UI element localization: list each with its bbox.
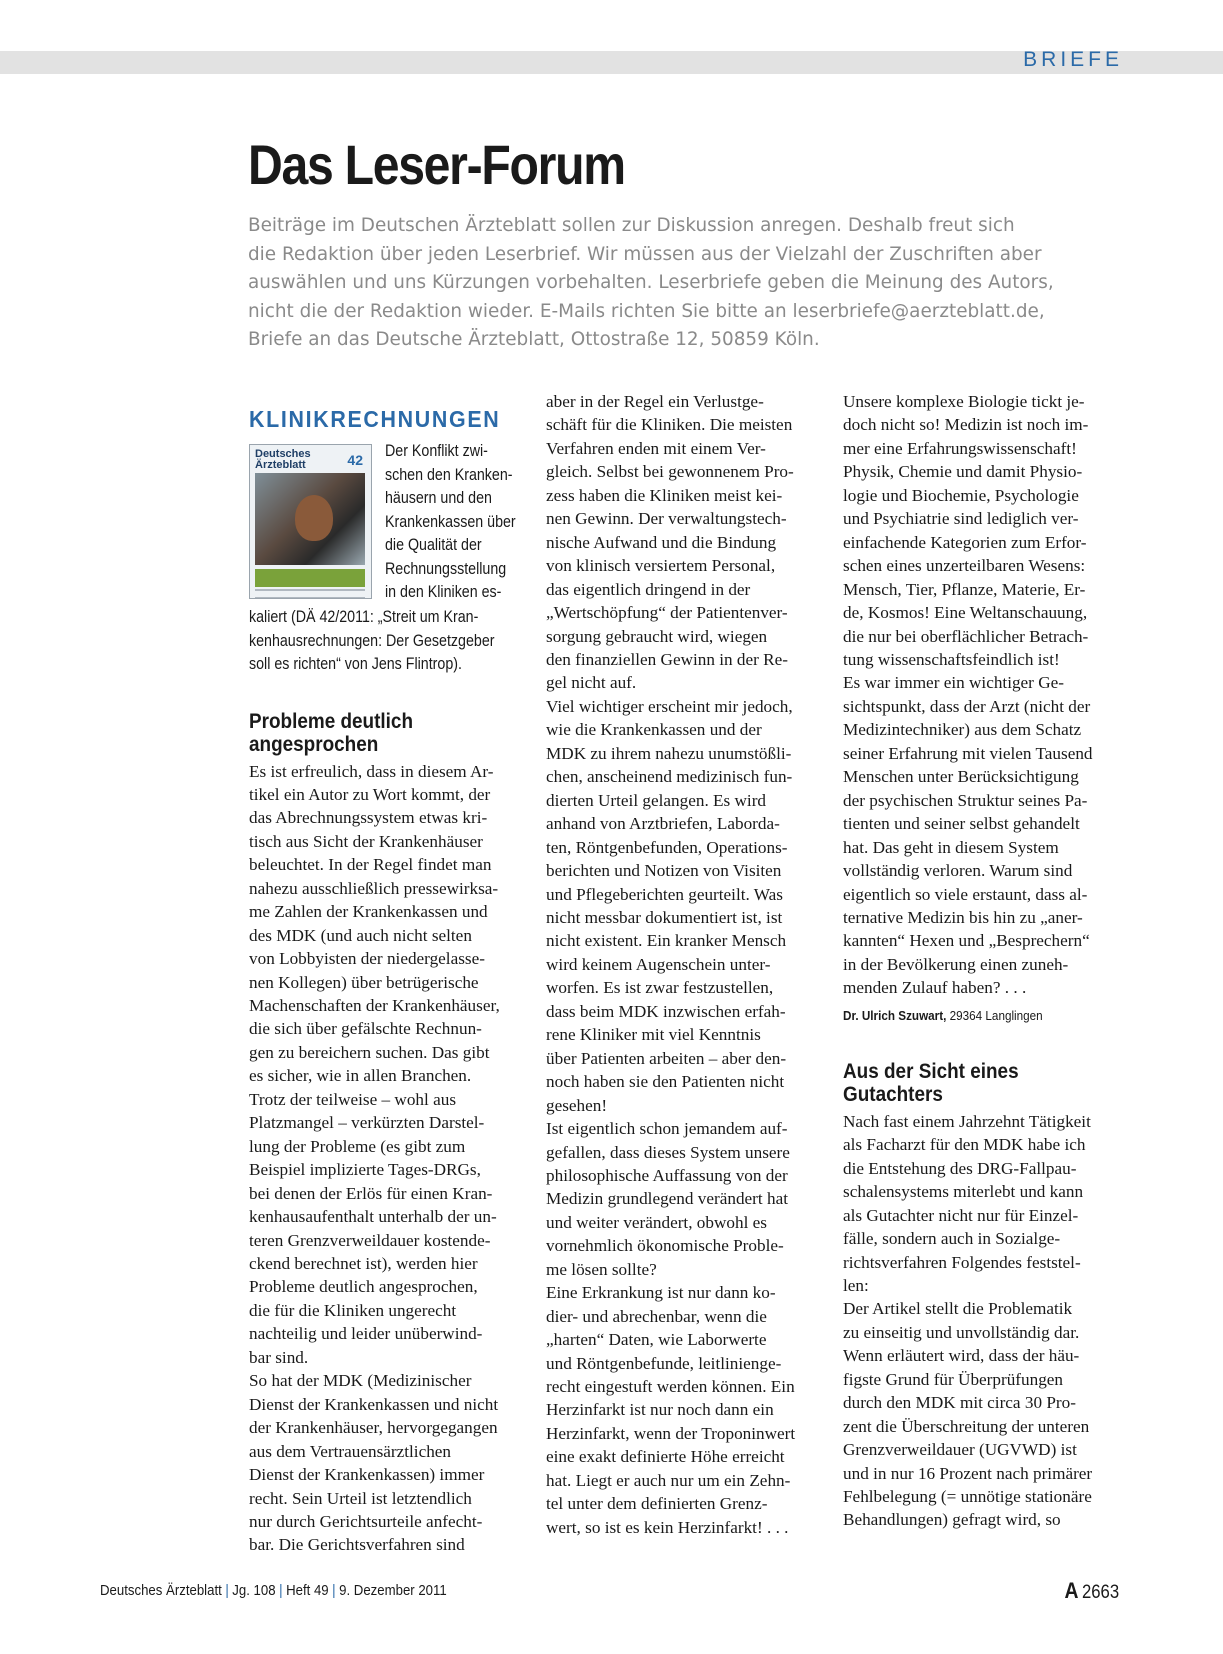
magazine-cover-image bbox=[249, 444, 372, 599]
text-line: eigentlich so viele erstaunt, dass al- bbox=[843, 884, 1088, 904]
cover-masthead-line: Deutsches bbox=[255, 448, 311, 460]
text-line: der psychischen Struktur seines Pa- bbox=[843, 790, 1088, 810]
heading-line: Probleme deutlich bbox=[249, 708, 414, 733]
text-line: zu einseitig und unvollständig dar. bbox=[843, 1322, 1080, 1342]
text-line: nachteilig und leider unüberwind- bbox=[249, 1324, 483, 1344]
text-line: dass beim MDK inzwischen erfah- bbox=[546, 1001, 786, 1021]
text-line: philosophische Auffassung von der bbox=[546, 1165, 788, 1185]
text-line: tung wissenschaftsfeindlich ist! bbox=[843, 649, 1060, 669]
text-line: fälle, sondern auch in Sozialge- bbox=[843, 1229, 1061, 1249]
text-line: len: bbox=[843, 1275, 869, 1295]
text-line: kannten“ Hexen und „Besprechern“ bbox=[843, 931, 1090, 951]
lead-line: soll es richten“ von Jens Flintrop). bbox=[249, 655, 462, 673]
text-line: teren Grenzverweildauer kostende- bbox=[249, 1230, 491, 1250]
lead-text-rest bbox=[249, 606, 494, 677]
intro-line: Briefe an das Deutsche Ärzteblatt, Ottostraße 12, 50859 Köln. bbox=[248, 329, 820, 350]
text-line: und Psychiatrie sind lediglich ver- bbox=[843, 509, 1079, 529]
text-line: hat. Liegt er auch nur um ein Zehn- bbox=[546, 1470, 791, 1490]
text-line: den finanziellen Gewinn in der Re- bbox=[546, 649, 788, 669]
text-line: durch den MDK mit circa 30 Pro- bbox=[843, 1393, 1076, 1413]
text-line: recht eingestuft werden können. Ein bbox=[546, 1377, 795, 1397]
text-line: seiner Erfahrung mit vielen Tausend bbox=[843, 743, 1093, 763]
text-line: MDK zu ihrem nahezu unumstößli- bbox=[546, 743, 792, 763]
text-line: Nach fast einem Jahrzehnt Tätigkeit bbox=[843, 1111, 1091, 1131]
intro-line: Beiträge im Deutschen Ärzteblatt sollen zur Diskussion anregen. Deshalb freut sich bbox=[248, 215, 1015, 236]
text-line: Dienst der Krankenkassen und nicht bbox=[249, 1394, 499, 1414]
text-line: „harten“ Daten, wie Laborwerte bbox=[546, 1330, 767, 1350]
page-number-value: 2663 bbox=[1081, 1582, 1119, 1603]
text-line: ternative Medizin bis hin zu „aner- bbox=[843, 907, 1083, 927]
text-line: Eine Erkrankung ist nur dann ko- bbox=[546, 1283, 776, 1303]
text-line: Dienst der Krankenkassen) immer bbox=[249, 1465, 485, 1485]
footer-journal: Deutsches Ärzteblatt bbox=[100, 1582, 222, 1599]
text-line: und Röntgenbefunde, leitlinienge- bbox=[546, 1353, 782, 1373]
text-line: worfen. Es ist zwar festzustellen, bbox=[546, 978, 774, 998]
letter-1-body-col1 bbox=[249, 760, 527, 1557]
text-line: wird keinem Augenschein unter- bbox=[546, 954, 771, 974]
text-line: zent die Überschreitung der unteren bbox=[843, 1416, 1090, 1436]
text-line: schalensystems miterlebt und kann bbox=[843, 1182, 1084, 1202]
footer-volume: Jg. 108 bbox=[232, 1582, 276, 1599]
page-title: Das Leser-Forum bbox=[248, 133, 625, 196]
page-number bbox=[1064, 1578, 1119, 1604]
text-line: das eigentlich dringend in der bbox=[546, 579, 751, 599]
text-line: das Abrechnungssystem etwas kri- bbox=[249, 808, 488, 828]
text-line: gen zu bereichern suchen. Das gibt bbox=[249, 1042, 490, 1062]
text-line: Platzmangel – verkürzten Darstel- bbox=[249, 1113, 485, 1133]
text-line: me Zahlen der Krankenkassen und bbox=[249, 902, 488, 922]
intro-paragraph bbox=[248, 212, 1128, 355]
text-line: dierten Urteil gelangen. Es wird bbox=[546, 790, 767, 810]
text-line: Viel wichtiger erscheint mir jedoch, bbox=[546, 696, 793, 716]
text-line: dier- und abrechenbar, wenn die bbox=[546, 1306, 767, 1326]
column-2 bbox=[546, 392, 826, 1539]
cover-photo-face bbox=[295, 495, 333, 541]
cover-photo bbox=[255, 473, 365, 565]
text-line: schäft für die Kliniken. Die meisten bbox=[546, 415, 793, 435]
intro-line: auswählen und uns Kürzungen vorbehalten. Leserbriefe geben die Meinung des Autors, bbox=[248, 272, 1054, 293]
text-line: nicht messbar dokumentiert ist, ist bbox=[546, 907, 783, 927]
text-line: mer eine Erfahrungswissenschaft! bbox=[843, 438, 1077, 458]
text-line: die sich über gefälschte Rechnun- bbox=[249, 1019, 482, 1039]
text-line: Verfahren enden mit einem Ver- bbox=[546, 438, 766, 458]
intro-line: die Redaktion über jeden Leserbrief. Wir müssen aus der Vielzahl der Zuschriften aber bbox=[248, 243, 1042, 265]
text-line: recht. Sein Urteil ist letztendlich bbox=[249, 1488, 472, 1508]
cover-masthead-line: Ärzteblatt bbox=[255, 459, 306, 471]
text-line: von klinisch versiertem Personal, bbox=[546, 556, 776, 576]
text-line: in der Bevölkerung einen zuneh- bbox=[843, 954, 1069, 974]
text-line: Herzinfarkt, wenn der Troponinwert bbox=[546, 1423, 796, 1443]
lead-line: häusern und den bbox=[385, 489, 492, 507]
column-3 bbox=[843, 392, 1125, 1532]
lead-line: Der Konflikt zwi- bbox=[385, 442, 488, 460]
text-line: beleuchtet. In der Regel findet man bbox=[249, 855, 492, 875]
text-line: Grenzverweildauer (UGVWD) ist bbox=[843, 1440, 1077, 1460]
cover-green-strip bbox=[255, 569, 365, 587]
text-line: tikel ein Autor zu Wort kommt, der bbox=[249, 784, 491, 804]
text-line: vollständig verloren. Warum sind bbox=[843, 861, 1073, 881]
text-line: die für die Kliniken ungerecht bbox=[249, 1300, 457, 1320]
intro-line: nicht die der Redaktion wieder. E-Mails richten Sie bitte an leserbriefe@aerzteblatt.de, bbox=[248, 300, 1045, 322]
lead-line: die Qualität der bbox=[385, 536, 482, 554]
text-line: noch haben sie den Patienten nicht bbox=[546, 1072, 785, 1092]
footer-separator: | bbox=[225, 1582, 229, 1599]
text-line: logie und Biochemie, Psychologie bbox=[843, 485, 1079, 505]
text-line: berichten und Notizen von Visiten bbox=[546, 861, 782, 881]
text-line: ckend berechnet ist), werden hier bbox=[249, 1254, 478, 1274]
text-line: ten, Röntgenbefunden, Operations- bbox=[546, 837, 788, 857]
text-line: Medizin grundlegend verändert hat bbox=[546, 1189, 788, 1209]
text-line: eine exakt definierte Höhe erreicht bbox=[546, 1447, 785, 1467]
text-line: die Entstehung des DRG-Fallpau- bbox=[843, 1158, 1077, 1178]
letter-2-body bbox=[843, 1110, 1125, 1532]
text-line: aus dem Vertrauensärztlichen bbox=[249, 1441, 452, 1461]
text-line: nen Gewinn. Der verwaltungstech- bbox=[546, 509, 787, 529]
text-line: rene Kliniker mit viel Kenntnis bbox=[546, 1025, 761, 1045]
text-line: menden Zulauf haben? . . . bbox=[843, 978, 1027, 998]
signature-name: Dr. Ulrich Szuwart, bbox=[843, 1007, 947, 1023]
text-line: über Patienten arbeiten – aber den- bbox=[546, 1048, 787, 1068]
lead-line: Krankenkassen über bbox=[385, 512, 516, 531]
text-line: lung der Probleme (es gibt zum bbox=[249, 1136, 466, 1156]
lead-block bbox=[249, 440, 527, 604]
text-line: Es ist erfreulich, dass in diesem Ar- bbox=[249, 761, 494, 781]
text-line: sichtspunkt, dass der Arzt (nicht der bbox=[843, 696, 1091, 716]
text-line: als Gutachter nicht nur für Einzel- bbox=[843, 1205, 1079, 1225]
cover-masthead bbox=[255, 449, 311, 471]
text-line: tisch aus Sicht der Krankenhäuser bbox=[249, 831, 483, 851]
text-line: So hat der MDK (Medizinischer bbox=[249, 1371, 472, 1391]
text-line: des MDK (und auch nicht selten bbox=[249, 925, 472, 945]
lead-line: kenhausrechnungen: Der Gesetzgeber bbox=[249, 631, 495, 650]
text-line: und Pflegeberichten geurteilt. Was bbox=[546, 884, 783, 904]
text-line: die nur bei oberflächlicher Betrach- bbox=[843, 626, 1089, 646]
text-line: nahezu ausschließlich pressewirksa- bbox=[249, 878, 499, 898]
text-line: Medizintechniker) aus dem Schatz bbox=[843, 720, 1082, 740]
text-line: Der Artikel stellt die Problematik bbox=[843, 1299, 1073, 1319]
signature-place: 29364 Langlingen bbox=[946, 1007, 1043, 1023]
text-line: Probleme deutlich angesprochen, bbox=[249, 1277, 478, 1297]
text-line: anhand von Arztbriefen, Laborda- bbox=[546, 814, 780, 834]
text-line: bei denen der Erlös für einen Kran- bbox=[249, 1183, 493, 1203]
letter-2-heading bbox=[843, 1060, 1091, 1106]
text-line: nen Kollegen) über betrügerische bbox=[249, 972, 479, 992]
footer-separator: | bbox=[332, 1582, 336, 1599]
lead-text-wrap bbox=[385, 440, 533, 605]
heading-line: Gutachters bbox=[843, 1081, 943, 1106]
column-1 bbox=[249, 404, 527, 1557]
lead-line: in den Kliniken es- bbox=[385, 583, 502, 601]
text-line: sorgung gebraucht wird, wiegen bbox=[546, 626, 768, 646]
text-line: Trotz der teilweise – wohl aus bbox=[249, 1089, 457, 1109]
text-line: wie die Krankenkassen und der bbox=[546, 720, 762, 740]
text-line: Beispiel implizierte Tages-DRGs, bbox=[249, 1160, 481, 1180]
page-prefix: A bbox=[1064, 1578, 1079, 1603]
text-line: bar. Die Gerichtsverfahren sind bbox=[249, 1535, 465, 1555]
text-line: hat. Das geht in diesem System bbox=[843, 837, 1059, 857]
text-line: Mensch, Tier, Pflanze, Materie, Er- bbox=[843, 579, 1086, 599]
lead-line: schen den Kranken- bbox=[385, 465, 513, 484]
text-line: einfachende Kategorien zum Erfor- bbox=[843, 532, 1087, 552]
text-line: tel unter dem definierten Grenz- bbox=[546, 1494, 768, 1514]
text-line: richtsverfahren Folgendes feststel- bbox=[843, 1252, 1081, 1272]
text-line: Physik, Chemie und damit Physio- bbox=[843, 462, 1083, 482]
topic-kicker: KLINIKRECHNUNGEN bbox=[249, 406, 501, 432]
text-line: me lösen sollte? bbox=[546, 1259, 657, 1279]
text-line: von Lobbyisten der niedergelasse- bbox=[249, 949, 485, 969]
text-line: Ist eigentlich schon jemandem auf- bbox=[546, 1119, 788, 1139]
text-line: schen eines unzerteilbaren Wesens: bbox=[843, 556, 1086, 576]
heading-line: Aus der Sicht eines bbox=[843, 1058, 1019, 1083]
heading-line: angesprochen bbox=[249, 731, 379, 756]
text-line: bar sind. bbox=[249, 1347, 309, 1367]
text-line: chen, anscheinend medizinisch fun- bbox=[546, 767, 793, 787]
text-line: nische Aufwand und die Bindung bbox=[546, 532, 777, 552]
text-line: der Krankenhäuser, hervorgegangen bbox=[249, 1418, 498, 1438]
letter-1-heading bbox=[249, 710, 494, 756]
text-line: figste Grund für Überprüfungen bbox=[843, 1369, 1064, 1389]
text-line: de, Kosmos! Eine Weltanschauung, bbox=[843, 603, 1088, 623]
text-line: vornehmlich ökonomische Proble- bbox=[546, 1236, 784, 1256]
text-line: Unsere komplexe Biologie tickt je- bbox=[843, 392, 1085, 411]
text-line: gesehen! bbox=[546, 1095, 608, 1115]
cover-issue-number: 42 bbox=[347, 452, 363, 468]
lead-line: Rechnungsstellung bbox=[385, 559, 507, 578]
footer-date: 9. Dezember 2011 bbox=[339, 1582, 447, 1599]
letter-1-body-col2 bbox=[546, 390, 826, 1539]
text-line: Fehlbelegung (= unnötige stationäre bbox=[843, 1487, 1092, 1507]
text-line: gleich. Selbst bei gewonnenem Pro- bbox=[546, 462, 794, 482]
lead-line: kaliert (DÄ 42/2011: „Streit um Kran- bbox=[249, 608, 479, 626]
text-line: kenhausaufenthalt unterhalb der un- bbox=[249, 1207, 497, 1227]
footer-citation bbox=[100, 1582, 447, 1599]
text-line: Wenn erläutert wird, dass der häu- bbox=[843, 1346, 1080, 1366]
text-line: nur durch Gerichtsurteile anfecht- bbox=[249, 1512, 483, 1531]
text-line: Herzinfarkt ist nur noch dann ein bbox=[546, 1400, 774, 1420]
cover-text-lines bbox=[255, 589, 365, 599]
text-line: als Facharzt für den MDK habe ich bbox=[843, 1135, 1086, 1155]
letter-1-body-col3 bbox=[843, 390, 1125, 1000]
text-line: gefallen, dass dieses System unsere bbox=[546, 1142, 790, 1162]
footer-issue: Heft 49 bbox=[286, 1582, 329, 1599]
letter-1-signature bbox=[843, 1006, 1097, 1026]
section-label: BRIEFE bbox=[1023, 48, 1123, 71]
text-line: gel nicht auf. bbox=[546, 673, 637, 693]
text-line: zess haben die Kliniken meist kei- bbox=[546, 485, 783, 505]
text-line: Behandlungen) gefragt wird, so bbox=[843, 1510, 1061, 1530]
text-line: nicht existent. Ein kranker Mensch bbox=[546, 931, 787, 951]
text-line: und weiter verändert, obwohl es bbox=[546, 1212, 767, 1232]
text-line: Es war immer ein wichtiger Ge- bbox=[843, 673, 1064, 693]
text-line: aber in der Regel ein Verlustge- bbox=[546, 392, 764, 411]
text-line: und in nur 16 Prozent nach primärer bbox=[843, 1463, 1093, 1483]
text-line: tienten und seiner selbst gehandelt bbox=[843, 814, 1080, 834]
text-line: es sicher, wie in allen Branchen. bbox=[249, 1066, 472, 1086]
text-line: wert, so ist es kein Herzinfarkt! . . . bbox=[546, 1517, 789, 1537]
text-line: doch nicht so! Medizin ist noch im- bbox=[843, 415, 1089, 435]
text-line: „Wertschöpfung“ der Patientenver- bbox=[546, 603, 788, 623]
footer-separator: | bbox=[279, 1582, 283, 1599]
text-line: Machenschaften der Krankenhäuser, bbox=[249, 996, 500, 1016]
text-line: Menschen unter Berücksichtigung bbox=[843, 767, 1079, 787]
